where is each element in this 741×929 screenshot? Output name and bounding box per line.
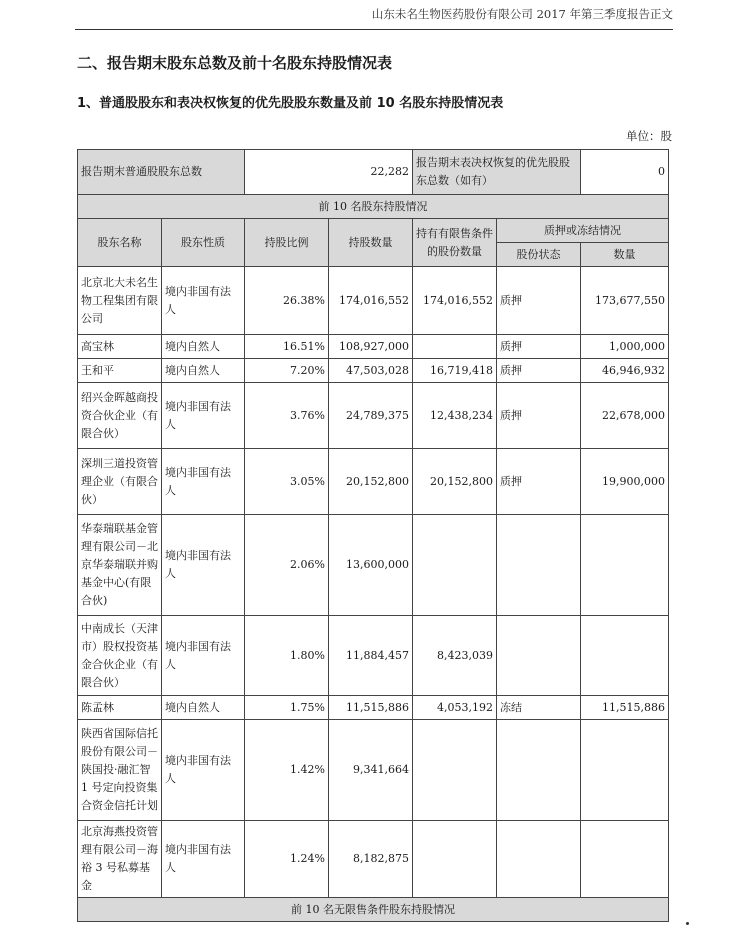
sub-title: 1、普通股股东和表决权恢复的优先股股东数量及前 10 名股东持股情况表 bbox=[77, 96, 504, 111]
pledge-quantity: 46,946,932 bbox=[581, 359, 669, 383]
holding-quantity: 108,927,000 bbox=[329, 335, 413, 359]
holding-ratio: 7.20% bbox=[245, 359, 329, 383]
holding-quantity: 11,515,886 bbox=[329, 696, 413, 720]
holding-ratio: 16.51% bbox=[245, 335, 329, 359]
shareholder-table bbox=[77, 149, 669, 922]
pledge-quantity bbox=[581, 515, 669, 616]
shareholder-nature: 境内非国有法人 bbox=[162, 449, 245, 515]
pledge-status bbox=[497, 515, 581, 616]
shareholder-nature: 境内非国有法人 bbox=[162, 515, 245, 616]
restricted-quantity bbox=[413, 515, 497, 616]
holding-ratio: 3.05% bbox=[245, 449, 329, 515]
table-row bbox=[78, 616, 669, 696]
pledge-quantity: 11,515,886 bbox=[581, 696, 669, 720]
shareholder-name: 深圳三道投资管理企业（有限合伙） bbox=[78, 449, 162, 515]
table-row bbox=[78, 696, 669, 720]
header-row-1 bbox=[78, 219, 669, 243]
shareholder-nature: 境内非国有法人 bbox=[162, 383, 245, 449]
shareholder-name: 北京海燕投资管理有限公司－海裕 3 号私募基金 bbox=[78, 821, 162, 898]
shareholder-nature: 境内自然人 bbox=[162, 335, 245, 359]
holding-quantity: 174,016,552 bbox=[329, 267, 413, 335]
unrestricted-title-row bbox=[78, 898, 669, 922]
pledge-status: 质押 bbox=[497, 449, 581, 515]
shareholder-name: 绍兴金晖越商投资合伙企业（有限合伙） bbox=[78, 383, 162, 449]
col-header-pledge-qty: 数量 bbox=[581, 243, 669, 267]
holding-quantity: 9,341,664 bbox=[329, 720, 413, 821]
summary-row bbox=[78, 150, 669, 195]
pledge-quantity: 1,000,000 bbox=[581, 335, 669, 359]
col-header-quantity: 持股数量 bbox=[329, 219, 413, 267]
holding-ratio: 1.75% bbox=[245, 696, 329, 720]
holding-ratio: 1.80% bbox=[245, 616, 329, 696]
pref-holders-value: 0 bbox=[581, 150, 669, 195]
shareholder-nature: 境内非国有法人 bbox=[162, 821, 245, 898]
shareholder-nature: 境内非国有法人 bbox=[162, 267, 245, 335]
holding-quantity: 20,152,800 bbox=[329, 449, 413, 515]
pledge-quantity bbox=[581, 616, 669, 696]
pledge-status: 冻结 bbox=[497, 696, 581, 720]
shareholder-nature: 境内非国有法人 bbox=[162, 616, 245, 696]
shareholder-name: 高宝林 bbox=[78, 335, 162, 359]
col-header-name: 股东名称 bbox=[78, 219, 162, 267]
shareholder-name: 陕西省国际信托股份有限公司－陕国投·融汇智 1 号定向投资集合资金信托计划 bbox=[78, 720, 162, 821]
restricted-quantity bbox=[413, 821, 497, 898]
pledge-status bbox=[497, 616, 581, 696]
restricted-quantity: 8,423,039 bbox=[413, 616, 497, 696]
pledge-status: 质押 bbox=[497, 383, 581, 449]
holding-ratio: 1.42% bbox=[245, 720, 329, 821]
top10-title-row bbox=[78, 195, 669, 219]
unrestricted-title: 前 10 名无限售条件股东持股情况 bbox=[78, 898, 669, 922]
section-title: 二、报告期末股东总数及前十名股东持股情况表 bbox=[77, 54, 393, 72]
page-dot bbox=[686, 922, 689, 925]
pledge-status bbox=[497, 821, 581, 898]
table-row bbox=[78, 720, 669, 821]
pledge-quantity bbox=[581, 720, 669, 821]
restricted-quantity bbox=[413, 720, 497, 821]
restricted-quantity: 12,438,234 bbox=[413, 383, 497, 449]
pledge-quantity: 19,900,000 bbox=[581, 449, 669, 515]
restricted-quantity: 20,152,800 bbox=[413, 449, 497, 515]
table-row bbox=[78, 267, 669, 335]
unit-label: 单位：股 bbox=[626, 129, 672, 143]
holding-ratio: 2.06% bbox=[245, 515, 329, 616]
table-row bbox=[78, 449, 669, 515]
table-row bbox=[78, 335, 669, 359]
restricted-quantity bbox=[413, 335, 497, 359]
pledge-status: 质押 bbox=[497, 335, 581, 359]
table-row bbox=[78, 383, 669, 449]
restricted-quantity: 4,053,192 bbox=[413, 696, 497, 720]
holding-ratio: 26.38% bbox=[245, 267, 329, 335]
pledge-status: 质押 bbox=[497, 359, 581, 383]
holding-quantity: 8,182,875 bbox=[329, 821, 413, 898]
col-header-restricted: 持有有限售条件的股份数量 bbox=[413, 219, 497, 267]
shareholder-name: 陈孟林 bbox=[78, 696, 162, 720]
holding-ratio: 1.24% bbox=[245, 821, 329, 898]
shareholder-name: 王和平 bbox=[78, 359, 162, 383]
pledge-status bbox=[497, 720, 581, 821]
pledge-status: 质押 bbox=[497, 267, 581, 335]
page-header: 山东未名生物医药股份有限公司 2017 年第三季度报告正文 bbox=[75, 6, 673, 30]
holding-quantity: 47,503,028 bbox=[329, 359, 413, 383]
pledge-quantity: 173,677,550 bbox=[581, 267, 669, 335]
holding-quantity: 13,600,000 bbox=[329, 515, 413, 616]
common-holders-label: 报告期末普通股股东总数 bbox=[78, 150, 245, 195]
col-header-ratio: 持股比例 bbox=[245, 219, 329, 267]
shareholder-name: 华泰瑞联基金管理有限公司－北京华泰瑞联并购基金中心(有限合伙) bbox=[78, 515, 162, 616]
shareholder-nature: 境内自然人 bbox=[162, 696, 245, 720]
holding-ratio: 3.76% bbox=[245, 383, 329, 449]
holding-quantity: 11,884,457 bbox=[329, 616, 413, 696]
pledge-quantity: 22,678,000 bbox=[581, 383, 669, 449]
restricted-quantity: 16,719,418 bbox=[413, 359, 497, 383]
restricted-quantity: 174,016,552 bbox=[413, 267, 497, 335]
shareholder-nature: 境内非国有法人 bbox=[162, 720, 245, 821]
table-row bbox=[78, 515, 669, 616]
shareholder-name: 中南成长（天津市）股权投资基金合伙企业（有限合伙） bbox=[78, 616, 162, 696]
pledge-quantity bbox=[581, 821, 669, 898]
common-holders-value: 22,282 bbox=[245, 150, 413, 195]
table-row bbox=[78, 359, 669, 383]
col-header-pledge-status: 股份状态 bbox=[497, 243, 581, 267]
table-row bbox=[78, 821, 669, 898]
col-header-nature: 股东性质 bbox=[162, 219, 245, 267]
shareholder-nature: 境内自然人 bbox=[162, 359, 245, 383]
shareholder-name: 北京北大未名生物工程集团有限公司 bbox=[78, 267, 162, 335]
col-header-pledge-group: 质押或冻结情况 bbox=[497, 219, 669, 243]
holding-quantity: 24,789,375 bbox=[329, 383, 413, 449]
pref-holders-label: 报告期末表决权恢复的优先股股东总数（如有） bbox=[413, 150, 581, 195]
top10-title: 前 10 名股东持股情况 bbox=[78, 195, 669, 219]
